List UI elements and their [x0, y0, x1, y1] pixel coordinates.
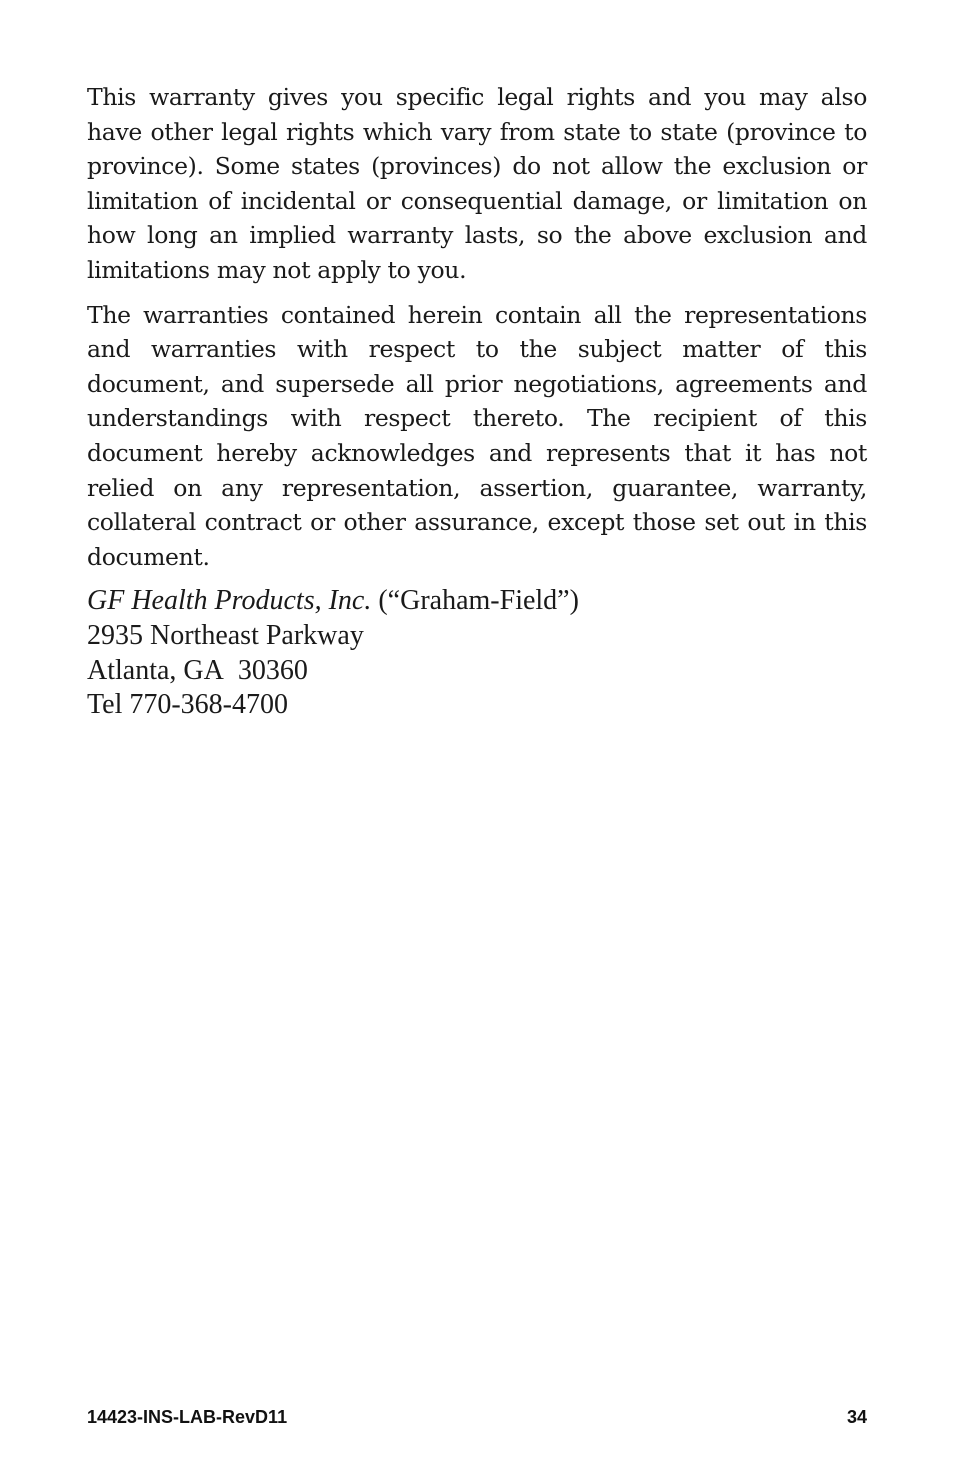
city-state-zip: Atlanta, GA 30360 [87, 654, 308, 686]
document-page [87, 80, 867, 723]
company-address-block [87, 584, 867, 722]
phone-number: Tel 770-368-4700 [87, 689, 289, 721]
company-name: GF Health Products, Inc. [87, 585, 372, 617]
street-address: 2935 Northeast Parkway [87, 619, 364, 651]
warranty-scope-paragraph: The warranties contained herein contain all the representations and warranties with respect to the subject matter of this document, and supersede all prior negotiations, agreements and understandings with respect thereto. The recipient of this document hereby acknowledges and represents that it has not relied on any representation, assertion, guarantee, warranty, collateral contract or other assurance, except those set out in this document. [87, 300, 867, 571]
company-alias: (“Graham-Field”) [371, 585, 579, 617]
document-id: 14423-INS-LAB-RevD11 [87, 1407, 288, 1427]
warranty-rights-paragraph: This warranty gives you specific legal rights and you may also have other legal rights which vary from state to state (province to province). Some states (provinces) do not allow the exclusion or limitation of incidental or consequential damage, or limitation on how long an implied warranty lasts, so the above exclusion and limitations may not apply to you. [87, 83, 867, 284]
page-footer [87, 1405, 867, 1429]
page-number: 34 [846, 1407, 867, 1427]
company-name-line [87, 584, 867, 619]
